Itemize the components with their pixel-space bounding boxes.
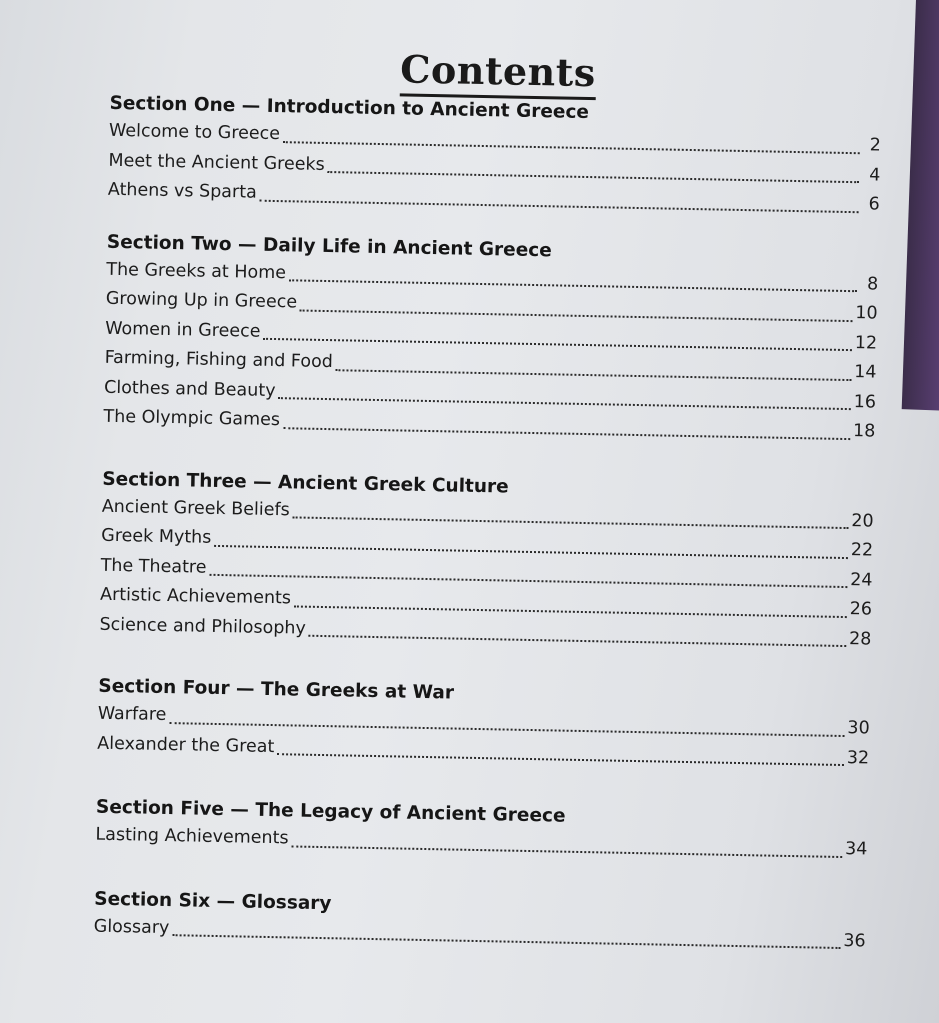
section-heading: Section Two — Daily Life in Ancient Greece [106,231,552,261]
entry-title: Alexander the Great [97,733,275,757]
dot-leader [291,844,842,858]
entry-title: Ancient Greek Beliefs [101,496,290,520]
entry-title: Athens vs Sparta [107,179,257,203]
section-heading: Section Six — Glossary [94,888,332,914]
section-three [99,466,874,654]
entry-page-number: 12 [854,332,878,354]
entry-title: The Theatre [100,555,207,578]
entry-page-number: 6 [868,194,880,215]
entry-title: Glossary [93,916,170,938]
page-title: Contents [400,46,596,100]
section-heading: Section Three — Ancient Greek Culture [102,468,509,498]
entry-page-number: 2 [869,135,882,156]
entry-title: Meet the Ancient Greeks [108,150,325,175]
section-heading: Section Five — The Legacy of Ancient Greece [95,796,566,827]
entry-page-number: 16 [853,391,877,413]
table-of-contents [93,91,881,957]
entry-page-number: 34 [844,839,868,860]
entry-page-number: 10 [855,303,878,324]
entry-page-number: 18 [852,421,876,442]
section-one [108,91,882,220]
entry-title: Farming, Fishing and Food [104,347,334,373]
entry-page-number: 22 [850,540,874,561]
dot-leader [172,933,840,949]
entry-title: Greek Myths [101,525,212,548]
section-six [93,886,866,956]
entry-page-number: 8 [866,273,879,295]
entry-page-number: 36 [843,930,866,951]
section-two [103,229,879,447]
entry-page-number: 20 [851,510,874,532]
entry-page-number: 14 [854,362,877,383]
entry-page-number: 4 [868,164,881,186]
entry-page-number: 30 [847,718,870,739]
section-heading: Section One — Introduction to Ancient Greece [109,92,590,124]
entry-page-number: 32 [846,747,870,769]
dot-leader [309,634,846,647]
entry-page-number: 24 [850,569,873,591]
section-four [97,674,870,774]
entry-title: Growing Up in Greece [105,288,298,313]
entry-title: Artistic Achievements [99,584,292,609]
entry-title: The Olympic Games [103,406,281,431]
entry-title: The Greeks at Home [106,259,287,283]
entry-page-number: 26 [849,599,873,620]
entry-title: Women in Greece [105,318,261,342]
dot-leader [283,426,850,440]
section-five [95,795,868,865]
entry-title: Warfare [97,703,167,726]
section-heading: Section Four — The Greeks at War [98,675,455,704]
entry-title: Science and Philosophy [99,614,307,639]
entry-title: Clothes and Beauty [103,377,276,401]
dot-leader [277,752,844,766]
dot-leader [260,198,859,213]
entry-title: Welcome to Greece [108,120,281,145]
entry-title: Lasting Achievements [95,824,289,849]
entry-page-number: 28 [848,628,872,650]
